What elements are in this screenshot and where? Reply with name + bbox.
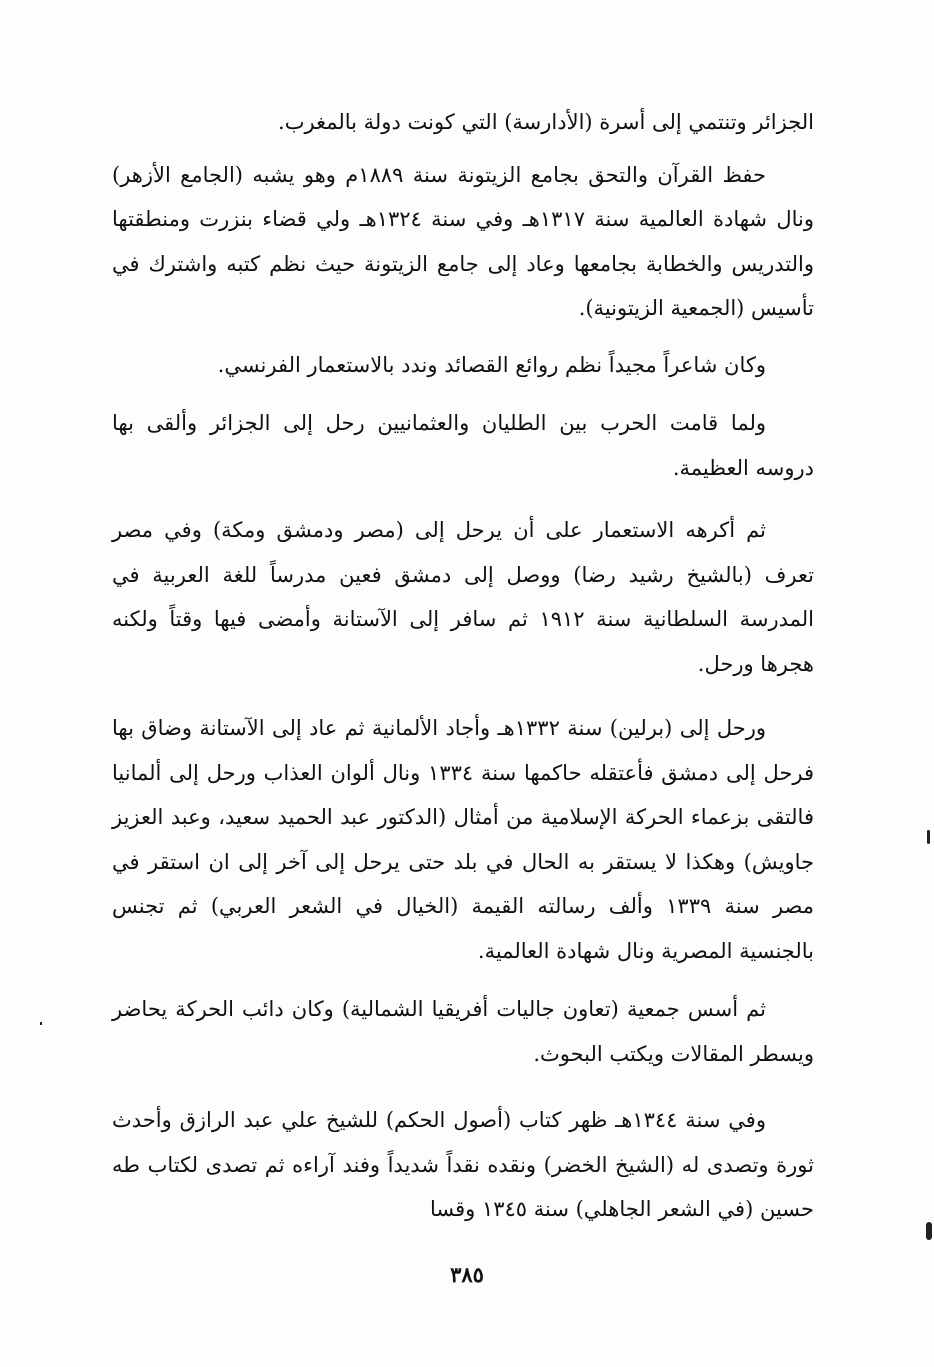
scan-speck: [927, 830, 930, 844]
paragraph-3: وكان شاعراً مجيداً نظم روائع القصائد وندد بالاستعمار الفرنسي.: [217, 352, 766, 377]
scan-speck: [926, 1222, 932, 1240]
body-text: [112, 100, 814, 1232]
paragraph-6: ورحل إلى (برلين) سنة ١٣٣٢هـ وأجاد الألمانية ثم عاد إلى الآستانة وضاق بها فرحل إلى دمشق فأعتقله حاكمها سنة ١٣٣٤ ونال ألوان العذاب ورحل إلى ألمانيا فالتقى بزعماء الحركة الإسلامية من أمثال (الدكتور عبد الحميد سعيد، وعبد العزيز جاويش) وهكذا لا يستقر به الحال في بلد حتى يرحل إلى آخر إلى ان استقر في مصر سنة ١٣٣٩ وألف رسالته القيمة (الخيال في الشعر العربي) ثم تجنس بالجنسية المصرية ونال شهادة العالمية.: [112, 716, 815, 963]
paragraph-7: ثم أسس جمعية (تعاون جاليات أفريقيا الشمالية) وكان دائب الحركة يحاضر ويسطر المقالات ويكتب البحوث.: [112, 997, 814, 1066]
page-number: ٣٨٥: [450, 1262, 484, 1287]
paragraph-5: ثم أكرهه الاستعمار على أن يرحل إلى (مصر ودمشق ومكة) وفي مصر تعرف (بالشيخ رشيد رضا) ووصل إلى دمشق فعين مدرساً للغة العربية في المدرسة السلطانية سنة ١٩١٢ ثم سافر إلى الآستانة وأمضى فيها وقتاً ولكنه هجرها ورحل.: [112, 518, 814, 676]
scan-speck: [40, 1022, 42, 1025]
paragraph-8: وفي سنة ١٣٤٤هـ ظهر كتاب (أصول الحكم) للشيخ علي عبد الرازق وأحدث ثورة وتصدى له (الشيخ الخضر) ونقده نقداً شديداً وفند آراءه ثم تصدى لكتاب طه حسين (في الشعر الجاهلي) سنة ١٣٤٥ وقسا: [112, 1108, 814, 1221]
paragraph-4: ولما قامت الحرب بين الطليان والعثمانيين رحل إلى الجزائر وألقى بها دروسه العظيمة.: [112, 411, 814, 480]
paragraph-1: الجزائر وتنتمي إلى أسرة (الأدارسة) التي كونت دولة بالمغرب.: [278, 110, 814, 134]
paragraph-2: حفظ القرآن والتحق بجامع الزيتونة سنة ١٨٨٩م وهو يشبه (الجامع الأزهر) ونال شهادة العالمية سنة ١٣١٧هـ وفي سنة ١٣٢٤هـ ولي قضاء بنزرت ومنطقتها والتدريس والخطابة بجامعها وعاد إلى جامع الزيتونة حيث نظم كتبه واشترك في تأسيس (الجمعية الزيتونية).: [112, 162, 814, 320]
